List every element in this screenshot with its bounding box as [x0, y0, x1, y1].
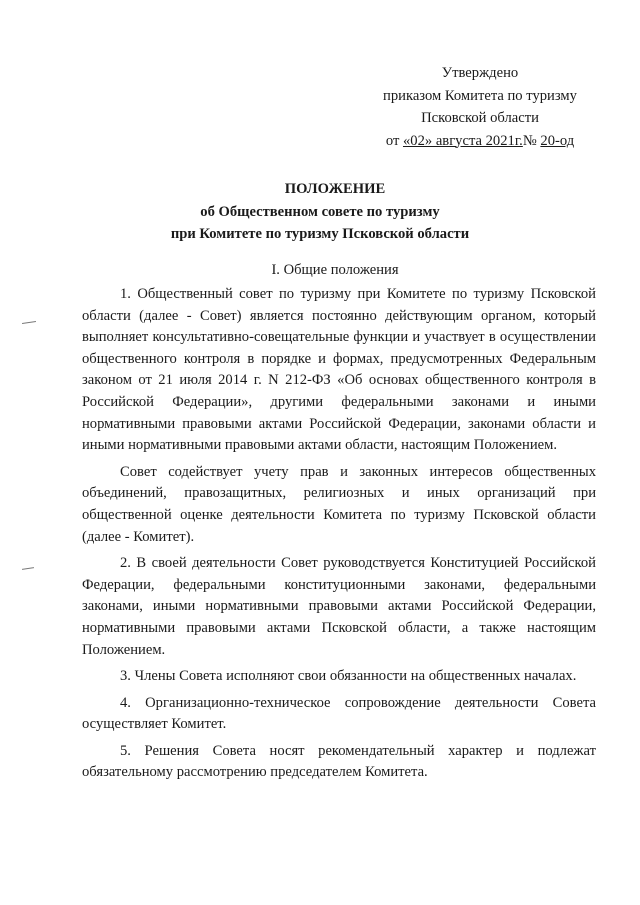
paragraph-5: 4. Организационно-техническое сопровождение деятельности Совета осуществляет Комитет. — [82, 694, 596, 733]
scan-mark-2 — [22, 567, 34, 570]
section-heading: I. Общие положения — [271, 262, 399, 278]
approval-stamp — [360, 62, 600, 152]
approval-line-order: приказом Комитета по туризму — [383, 87, 577, 104]
document-title — [0, 178, 640, 246]
approval-line-date — [360, 130, 600, 153]
paragraph-1: 1. Общественный совет по туризму при Комитете по туризму Псковской области (далее - Совет) является постоянно действующим органом, который выполняет консультативно-совещательные функции и участвует в осуществлении общественного контроля в порядке и формах, предусмотренных Федеральным законом от 21 июля 2014 г. N 212-ФЗ «Об основах общественного контроля в Российской Федерации», другими федеральными законами и иными нормативными правовыми актами Российской Федерации, законами области и иными нормативными правовыми актами области, настоящим Положением. — [82, 286, 596, 454]
paragraph-3: 2. В своей деятельности Совет руководствуется Конституцией Российской Федерации, федеральными конституционными законами, федеральными законами, иными нормативными правовыми актами Российской Федерации, нормативными правовыми актами Псковской области, а также настоящим Положением. — [82, 555, 596, 658]
paragraph-2: Совет содействует учету прав и законных интересов общественных объединений, правозащитных, религиозных и иных организаций при общественной оценке деятельности Комитета по туризму Псковской области (далее - Комитет). — [82, 463, 596, 545]
paragraph-6: 5. Решения Совета носят рекомендательный характер и подлежат обязательному рассмотрению председателем Комитета. — [82, 742, 596, 781]
document-body — [82, 284, 596, 789]
approval-line-approved: Утверждено — [441, 65, 519, 81]
approval-date: «02» августа 2021г. — [402, 132, 523, 149]
paragraph-4: 3. Члены Совета исполняют свои обязанности на общественных началах. — [120, 668, 577, 685]
title-line-1: ПОЛОЖЕНИЕ — [284, 181, 386, 197]
approval-number-sign: № — [522, 132, 541, 149]
scan-mark-1 — [22, 321, 36, 324]
approval-number: 20-од — [540, 132, 575, 149]
approval-line-region: Псковской области — [421, 110, 539, 126]
approval-date-prefix: от — [385, 132, 403, 149]
title-line-2: об Общественном совете по туризму — [200, 203, 440, 220]
title-line-3: при Комитете по туризму Псковской области — [170, 226, 470, 242]
